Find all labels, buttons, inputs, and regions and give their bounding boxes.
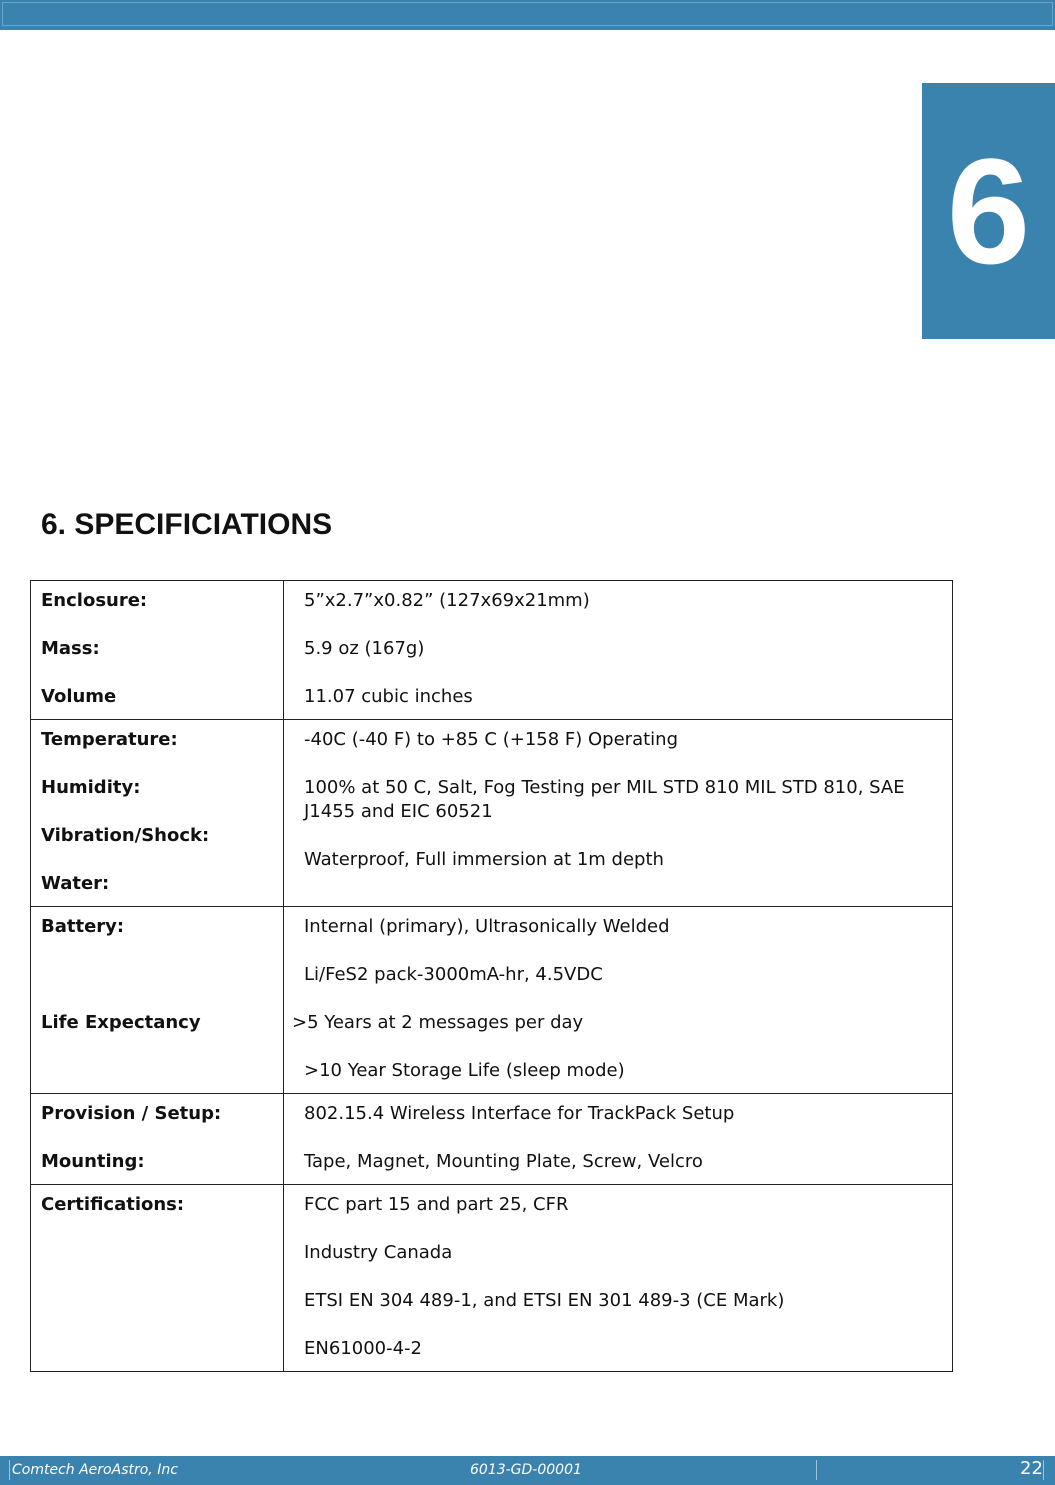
divider	[1043, 1460, 1044, 1480]
table-row	[31, 907, 953, 1094]
spec-labels	[31, 1094, 284, 1185]
spec-values	[284, 581, 953, 720]
spec-value: Tape, Magnet, Mounting Plate, Screw, Velcro	[304, 1151, 703, 1172]
spec-values	[284, 1094, 953, 1185]
spec-value: 5”x2.7”x0.82” (127x69x21mm)	[304, 590, 590, 611]
spec-value: Internal (primary), Ultrasonically Welded	[304, 916, 670, 937]
spec-values	[284, 907, 953, 1094]
section-title: 6. SPECIFICIATIONS	[41, 508, 333, 541]
spec-value: -40C (-40 F) to +85 C (+158 F) Operating	[304, 729, 678, 750]
spec-label: Water:	[41, 873, 110, 894]
spec-value: >10 Year Storage Life (sleep mode)	[304, 1060, 625, 1081]
table-row	[31, 1094, 953, 1185]
spec-value: 5.9 oz (167g)	[304, 638, 425, 659]
spec-value: 802.15.4 Wireless Interface for TrackPack Setup	[304, 1103, 735, 1124]
spec-label: Mass:	[41, 638, 100, 659]
table-row	[31, 720, 953, 907]
spec-value: 100% at 50 C, Salt, Fog Testing per MIL STD 810 MIL STD 810, SAE J1455 and EIC 60521	[304, 777, 905, 822]
spec-labels	[31, 1185, 284, 1372]
spec-label: Life Expectancy	[41, 1012, 201, 1033]
spec-labels	[31, 581, 284, 720]
spec-values	[284, 1185, 953, 1372]
specifications-table	[30, 580, 953, 1372]
document-number: 6013-GD-00001	[470, 1462, 582, 1478]
divider	[9, 1460, 10, 1480]
chapter-number-tab: 6	[922, 83, 1055, 339]
footer-bar	[0, 1456, 1055, 1485]
spec-value: ETSI EN 304 489-1, and ETSI EN 301 489-3 (CE Mark)	[304, 1290, 785, 1311]
spec-label: Battery:	[41, 916, 125, 937]
spec-label: Temperature:	[41, 729, 178, 750]
divider	[816, 1460, 817, 1480]
spec-label: Enclosure:	[41, 590, 148, 611]
spec-label: Mounting:	[41, 1151, 145, 1172]
spec-label: Vibration/Shock:	[41, 825, 210, 846]
spec-value: >5 Years at 2 messages per day	[292, 1012, 584, 1033]
spec-labels	[31, 720, 284, 907]
table-row	[31, 581, 953, 720]
company-name: Comtech AeroAstro, Inc	[12, 1462, 178, 1478]
spec-label: Certifications:	[41, 1194, 185, 1215]
spec-value: Waterproof, Full immersion at 1m depth	[304, 849, 664, 870]
spec-label: Provision / Setup:	[41, 1103, 222, 1124]
spec-label: Volume	[41, 686, 117, 707]
spec-value: Industry Canada	[304, 1242, 453, 1263]
spec-values	[284, 720, 953, 907]
spec-label: Humidity:	[41, 777, 141, 798]
page-number: 22	[1020, 1458, 1043, 1479]
spec-labels	[31, 907, 284, 1094]
header-bar	[0, 0, 1055, 30]
table-row	[31, 1185, 953, 1372]
spec-value: Li/FeS2 pack-3000mA-hr, 4.5VDC	[304, 964, 603, 985]
spec-value: FCC part 15 and part 25, CFR	[304, 1194, 569, 1215]
spec-value: 11.07 cubic inches	[304, 686, 473, 707]
spec-value: EN61000-4-2	[304, 1338, 422, 1359]
